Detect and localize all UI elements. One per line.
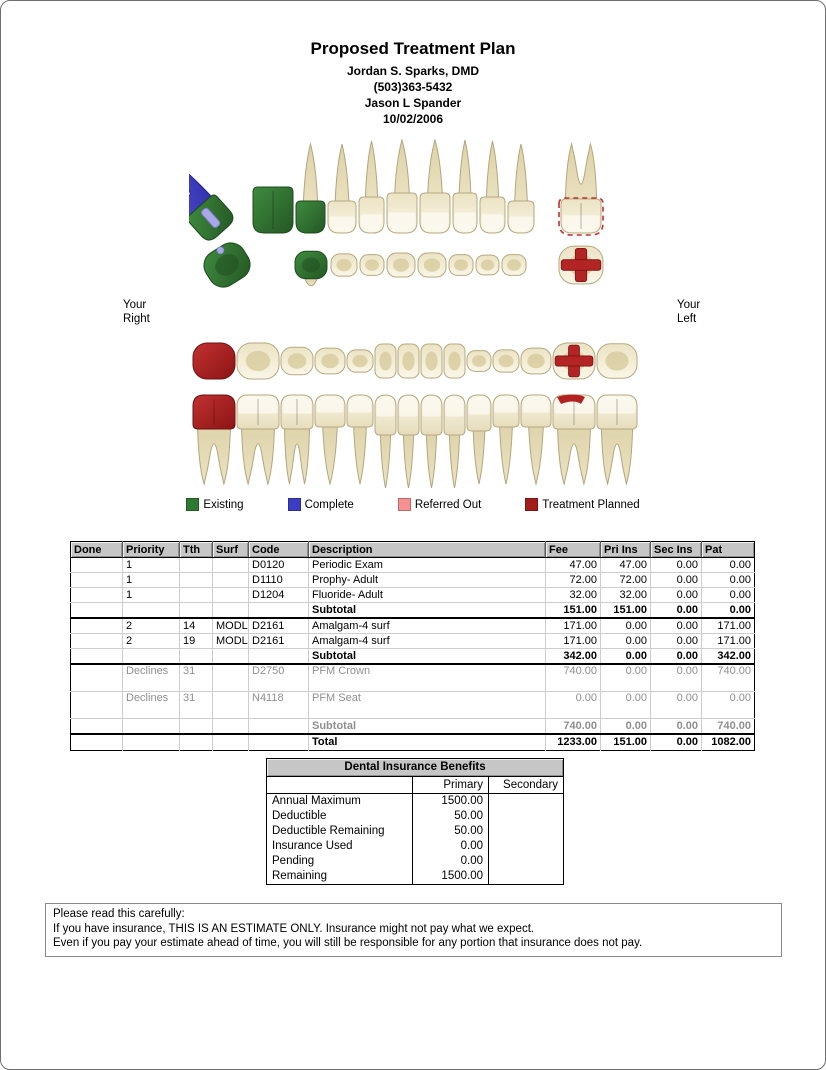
insurance-cell: Pending [267, 854, 413, 869]
table-cell [71, 634, 123, 649]
table-cell [213, 664, 249, 692]
insurance-cell [489, 854, 564, 869]
column-header: Fee [546, 542, 601, 558]
table-cell: 0.00 [601, 664, 651, 692]
treatment-table [70, 541, 755, 751]
table-cell: 1 [123, 558, 180, 573]
table-row [71, 692, 755, 719]
table-cell: MODL [213, 634, 249, 649]
insurance-cell [489, 839, 564, 854]
table-cell: 2 [123, 618, 180, 634]
table-cell: 32.00 [546, 588, 601, 603]
table-cell: Total [309, 734, 546, 751]
insurance-cell: 50.00 [413, 809, 489, 824]
table-cell: 47.00 [546, 558, 601, 573]
table-cell: Amalgam-4 surf [309, 634, 546, 649]
table-cell [180, 558, 213, 573]
table-cell: 342.00 [702, 649, 755, 665]
table-cell: 0.00 [651, 558, 702, 573]
table-cell: 0.00 [651, 664, 702, 692]
table-cell: 72.00 [601, 573, 651, 588]
table-row [71, 573, 755, 588]
table-row [71, 588, 755, 603]
table-cell [71, 664, 123, 692]
table-cell: D0120 [249, 558, 309, 573]
table-cell: 1082.00 [702, 734, 755, 751]
insurance-cell [489, 794, 564, 810]
insurance-title-row [267, 759, 564, 777]
table-cell: 31 [180, 664, 213, 692]
table-cell [213, 573, 249, 588]
insurance-cell: Deductible [267, 809, 413, 824]
table-cell: 0.00 [651, 734, 702, 751]
table-cell: 31 [180, 692, 213, 719]
table-cell: D2161 [249, 618, 309, 634]
table-cell [249, 719, 309, 735]
patient-name: Jason L Spander [364, 96, 462, 110]
legend-item [186, 498, 243, 511]
table-row [71, 634, 755, 649]
table-cell: Periodic Exam [309, 558, 546, 573]
table-cell: 0.00 [651, 649, 702, 665]
table-cell: 342.00 [546, 649, 601, 665]
legend-label: Complete [304, 498, 354, 511]
table-cell [180, 719, 213, 735]
table-cell [213, 649, 249, 665]
table-cell [71, 719, 123, 735]
table-cell: 19 [180, 634, 213, 649]
table-cell: PFM Crown [309, 664, 546, 692]
table-cell [213, 588, 249, 603]
table-cell: 740.00 [546, 719, 601, 735]
legend-label: Existing [203, 498, 244, 511]
table-cell [123, 649, 180, 665]
column-header: Surf [213, 542, 249, 558]
column-header: Sec Ins [651, 542, 702, 558]
table-cell: 151.00 [601, 603, 651, 619]
table-cell [180, 573, 213, 588]
table-cell: 171.00 [546, 634, 601, 649]
treatment-table-container [70, 541, 755, 751]
report-date: 10/02/2006 [382, 112, 444, 126]
upper-teeth-chart [189, 138, 639, 296]
table-cell [213, 719, 249, 735]
table-cell: 0.00 [601, 692, 651, 719]
disclaimer-line: If you have insurance, THIS IS AN ESTIMATE ONLY. Insurance might not pay what we expect. [53, 922, 535, 935]
table-row [71, 649, 755, 665]
insurance-row [267, 794, 564, 810]
table-cell: Subtotal [309, 649, 546, 665]
insurance-header-row [267, 777, 564, 794]
column-header: Priority [123, 542, 180, 558]
table-row [71, 558, 755, 573]
table-cell [123, 603, 180, 619]
table-cell: 0.00 [601, 618, 651, 634]
table-cell: 0.00 [651, 719, 702, 735]
insurance-cell: Insurance Used [267, 839, 413, 854]
table-cell: D1110 [249, 573, 309, 588]
tooth-status-legend [1, 498, 825, 511]
table-cell: 0.00 [651, 588, 702, 603]
table-cell: 0.00 [702, 588, 755, 603]
table-cell [249, 734, 309, 751]
legend-label: Referred Out [414, 498, 482, 511]
table-cell [71, 588, 123, 603]
table-cell: Fluoride- Adult [309, 588, 546, 603]
table-cell: Declines [123, 664, 180, 692]
column-header: Tth [180, 542, 213, 558]
insurance-row [267, 869, 564, 885]
lower-teeth-chart [189, 331, 641, 491]
insurance-cell: 50.00 [413, 824, 489, 839]
your-left-label: Your Left [677, 299, 701, 325]
insurance-cell: 0.00 [413, 854, 489, 869]
insurance-cell: 1500.00 [413, 794, 489, 810]
table-cell: Prophy- Adult [309, 573, 546, 588]
table-cell [180, 588, 213, 603]
insurance-cell: Annual Maximum [267, 794, 413, 810]
insurance-cell: Deductible Remaining [267, 824, 413, 839]
your-right-label: Your Right [123, 299, 150, 325]
table-cell: 0.00 [651, 573, 702, 588]
table-cell: Declines [123, 692, 180, 719]
table-cell: 0.00 [601, 719, 651, 735]
insurance-title: Dental Insurance Benefits [267, 759, 564, 777]
table-cell: Amalgam-4 surf [309, 618, 546, 634]
table-cell: 32.00 [601, 588, 651, 603]
table-row [71, 603, 755, 619]
table-cell: 151.00 [546, 603, 601, 619]
insurance-row [267, 854, 564, 869]
table-cell: 72.00 [546, 573, 601, 588]
table-cell [249, 603, 309, 619]
column-header: Code [249, 542, 309, 558]
table-cell: 0.00 [702, 573, 755, 588]
table-cell: 0.00 [651, 692, 702, 719]
table-cell: D1204 [249, 588, 309, 603]
table-cell [71, 734, 123, 751]
table-cell: Subtotal [309, 719, 546, 735]
insurance-row [267, 839, 564, 854]
insurance-cell [489, 869, 564, 885]
table-cell [71, 573, 123, 588]
insurance-benefits-table [266, 758, 564, 885]
table-cell: D2161 [249, 634, 309, 649]
insurance-column-header [267, 777, 413, 794]
table-cell: 1233.00 [546, 734, 601, 751]
table-cell: 0.00 [651, 618, 702, 634]
insurance-cell [489, 824, 564, 839]
legend-planned-swatch [525, 498, 538, 511]
table-cell: 171.00 [702, 634, 755, 649]
table-row [71, 734, 755, 751]
table-cell [123, 719, 180, 735]
table-cell: D2750 [249, 664, 309, 692]
insurance-cell: Remaining [267, 869, 413, 885]
table-row [71, 719, 755, 735]
legend-referred-swatch [398, 498, 411, 511]
provider-phone: (503)363-5432 [373, 80, 453, 94]
table-row [71, 664, 755, 692]
table-cell: 0.00 [651, 634, 702, 649]
table-cell [71, 692, 123, 719]
table-row [71, 618, 755, 634]
insurance-column-header: Secondary [489, 777, 564, 794]
table-cell: 2 [123, 634, 180, 649]
insurance-cell [489, 809, 564, 824]
table-cell: Subtotal [309, 603, 546, 619]
table-cell: 1 [123, 588, 180, 603]
insurance-column-header: Primary [413, 777, 489, 794]
disclaimer-line: Please read this carefully: [53, 908, 185, 920]
table-cell: 0.00 [546, 692, 601, 719]
table-cell: 0.00 [601, 649, 651, 665]
table-cell [213, 558, 249, 573]
insurance-cell: 1500.00 [413, 869, 489, 885]
table-cell: 0.00 [702, 692, 755, 719]
table-cell: 0.00 [601, 634, 651, 649]
column-header: Description [309, 542, 546, 558]
page-title: Proposed Treatment Plan [310, 39, 516, 58]
table-cell [71, 649, 123, 665]
insurance-row [267, 809, 564, 824]
table-cell: 14 [180, 618, 213, 634]
table-header-row [71, 542, 755, 558]
table-cell [123, 734, 180, 751]
table-cell [213, 603, 249, 619]
table-cell [180, 734, 213, 751]
legend-complete-swatch [288, 498, 301, 511]
table-cell [71, 618, 123, 634]
table-cell: 740.00 [702, 664, 755, 692]
table-cell: 0.00 [651, 603, 702, 619]
insurance-table-container [266, 758, 564, 885]
legend-existing-swatch [186, 498, 199, 511]
insurance-cell: 0.00 [413, 839, 489, 854]
table-cell [180, 603, 213, 619]
column-header: Done [71, 542, 123, 558]
disclaimer-line: Even if you pay your estimate ahead of time, you will still be responsible for any portion that insurance does not pay. [53, 937, 643, 949]
table-cell [249, 649, 309, 665]
table-cell: 151.00 [601, 734, 651, 751]
provider-name: Jordan S. Sparks, DMD [346, 64, 480, 78]
legend-label: Treatment Planned [542, 498, 640, 511]
table-cell: 47.00 [601, 558, 651, 573]
table-cell: 0.00 [702, 603, 755, 619]
table-cell [71, 603, 123, 619]
legend-item [398, 498, 481, 511]
estimate-disclaimer [45, 903, 782, 957]
table-cell: 1 [123, 573, 180, 588]
column-header: Pat [702, 542, 755, 558]
table-cell [213, 734, 249, 751]
report-header [1, 39, 825, 127]
table-cell: 171.00 [546, 618, 601, 634]
table-cell [213, 692, 249, 719]
table-cell: 0.00 [702, 558, 755, 573]
table-cell [180, 649, 213, 665]
insurance-row [267, 824, 564, 839]
table-cell: PFM Seat [309, 692, 546, 719]
table-cell: N4118 [249, 692, 309, 719]
legend-item [288, 498, 354, 511]
table-cell [71, 558, 123, 573]
table-cell: MODL [213, 618, 249, 634]
table-cell: 740.00 [546, 664, 601, 692]
column-header: Pri Ins [601, 542, 651, 558]
table-cell: 740.00 [702, 719, 755, 735]
table-cell: 171.00 [702, 618, 755, 634]
legend-item [525, 498, 639, 511]
